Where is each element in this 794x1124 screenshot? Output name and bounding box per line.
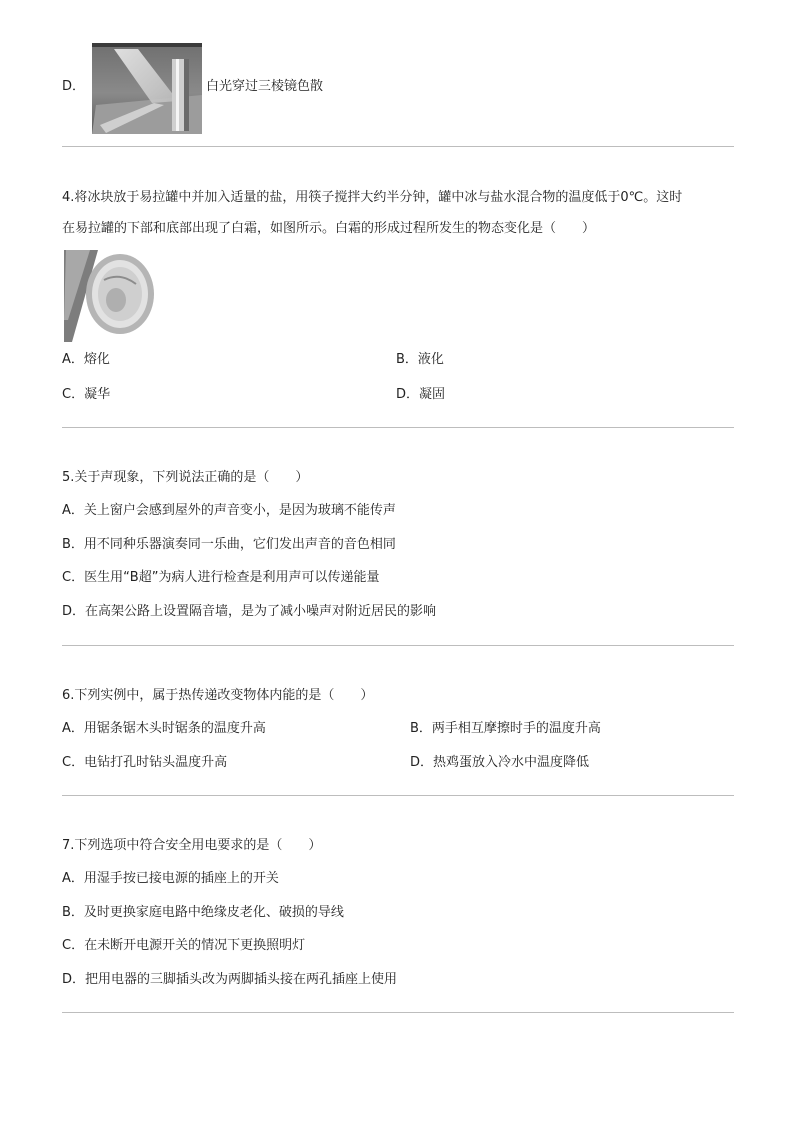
q3-option-d-text: 白光穿过三棱镜色散 bbox=[206, 79, 324, 94]
q7-option-b: B．及时更换家庭电路中绝缘皮老化、破损的导线 bbox=[62, 905, 344, 920]
q4-stem-line2: 在易拉罐的下部和底部出现了白霜，如图所示。白霜的形成过程所发生的物态变化是（ ） bbox=[62, 221, 596, 236]
can-frost-image bbox=[64, 250, 156, 342]
q7-option-a: A．用湿手按已接电源的插座上的开关 bbox=[62, 871, 279, 886]
q6-option-c: C．电钻打孔时钻头温度升高 bbox=[62, 755, 228, 770]
q7-option-d: D．把用电器的三脚插头改为两脚插头接在两孔插座上使用 bbox=[62, 972, 398, 987]
section-divider bbox=[62, 795, 734, 796]
q6-option-b: B．两手相互摩擦时手的温度升高 bbox=[410, 721, 601, 736]
prism-dispersion-image bbox=[92, 43, 202, 134]
q5-stem: 5.关于声现象，下列说法正确的是（ ） bbox=[62, 470, 309, 485]
q4-option-c: C．凝华 bbox=[62, 387, 111, 402]
section-divider bbox=[62, 427, 734, 428]
q6-stem: 6.下列实例中，属于热传递改变物体内能的是（ ） bbox=[62, 688, 374, 703]
q5-option-d: D．在高架公路上设置隔音墙，是为了减小噪声对附近居民的影响 bbox=[62, 604, 437, 619]
q5-option-b: B．用不同种乐器演奏同一乐曲，它们发出声音的音色相同 bbox=[62, 537, 396, 552]
q4-option-b: B．液化 bbox=[396, 352, 444, 367]
q4-stem-line1: 4.将冰块放于易拉罐中并加入适量的盐，用筷子搅拌大约半分钟，罐中冰与盐水混合物的温度低于0℃。这时 bbox=[62, 190, 683, 205]
section-divider bbox=[62, 146, 734, 147]
q7-option-c: C．在未断开电源开关的情况下更换照明灯 bbox=[62, 938, 306, 953]
section-divider bbox=[62, 645, 734, 646]
q3-option-d-letter: D． bbox=[62, 79, 86, 94]
q6-option-d: D．热鸡蛋放入冷水中温度降低 bbox=[410, 755, 590, 770]
q5-option-c: C．医生用“B超”为病人进行检查是利用声可以传递能量 bbox=[62, 570, 380, 585]
q7-stem: 7.下列选项中符合安全用电要求的是（ ） bbox=[62, 838, 322, 853]
q4-option-d: D．凝固 bbox=[396, 387, 446, 402]
q6-option-a: A．用锯条锯木头时锯条的温度升高 bbox=[62, 721, 266, 736]
q5-option-a: A．关上窗户会感到屋外的声音变小，是因为玻璃不能传声 bbox=[62, 503, 396, 518]
q4-option-a: A．熔化 bbox=[62, 352, 110, 367]
section-divider bbox=[62, 1012, 734, 1013]
